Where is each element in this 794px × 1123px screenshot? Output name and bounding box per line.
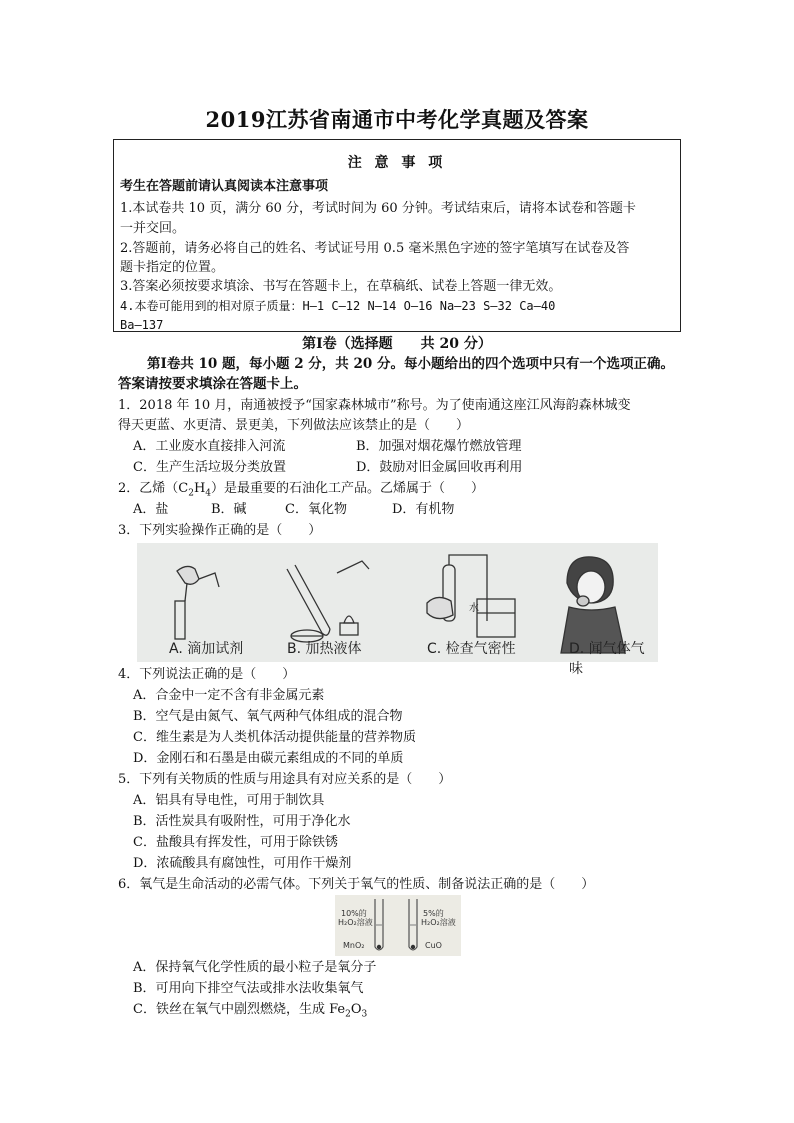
q5-option-c: C．盐酸具有挥发性，可用于除铁锈 bbox=[133, 835, 338, 850]
q1-stem-1: 1．2018 年 10 月，南通被授予“国家森林城市”称号。为了使南通这座江风海韵森林城变 bbox=[118, 398, 631, 413]
q6-option-c bbox=[133, 1001, 367, 1024]
q2-option-c: C．氧化物 bbox=[285, 502, 347, 517]
q6-option-c-mid: O bbox=[350, 1002, 362, 1017]
q2-stem-post: ）是最重要的石油化工产品。乙烯属于（ ） bbox=[211, 481, 485, 496]
q1-option-c: C．生产生活垃圾分类放置 bbox=[133, 460, 286, 475]
q6-option-a: A．保持氧气化学性质的最小粒子是氧分子 bbox=[133, 960, 377, 975]
notice-lead: 考生在答题前请认真阅读本注意事项 bbox=[120, 179, 329, 194]
q5-option-d: D．浓硫酸具有腐蚀性，可用作干燥剂 bbox=[133, 856, 352, 871]
q2-option-d: D．有机物 bbox=[392, 502, 455, 517]
q6-left-label-3: MnO₂ bbox=[343, 941, 365, 950]
q2-sub-2: 4 bbox=[205, 488, 212, 499]
notice-item-1-cont: 一并交回。 bbox=[120, 221, 186, 236]
q3-label-c: C. 检查气密性 bbox=[427, 641, 516, 657]
q3-label-d: D. 闻气体气味 bbox=[569, 641, 645, 677]
notice-item-2-cont: 题卡指定的位置。 bbox=[120, 260, 225, 275]
q6-left-label-2: H₂O₂溶液 bbox=[338, 918, 373, 927]
q6-right-label-1: 5%的 bbox=[423, 909, 444, 918]
document-title: 2019江苏省南通市中考化学真题及答案 bbox=[205, 107, 589, 132]
q5-option-a: A．铝具有导电性，可用于制饮具 bbox=[133, 793, 325, 808]
q2-stem-pre: 2．乙烯（C bbox=[118, 481, 189, 496]
q1-option-b: B．加强对烟花爆竹燃放管理 bbox=[356, 439, 522, 454]
q6-stem: 6．氧气是生命活动的必需气体。下列关于氧气的性质、制备说法正确的是（ ） bbox=[118, 877, 595, 892]
notice-item-1: 1.本试卷共 10 页，满分 60 分，考试时间为 60 分钟。考试结束后，请将本试卷和答题卡 bbox=[120, 201, 636, 216]
q2-option-a: A．盐 bbox=[133, 502, 169, 517]
airtightness-illustration bbox=[427, 555, 515, 637]
q6-left-label-1: 10%的 bbox=[341, 909, 367, 918]
q6-option-c-text: C．铁丝在氧气中剧烈燃烧，生成 Fe bbox=[133, 1002, 346, 1017]
q6-option-c-sub-2: 3 bbox=[361, 1009, 368, 1020]
heating-illustration bbox=[287, 561, 369, 642]
notice-item-4-cont: Ba—137 bbox=[120, 318, 164, 332]
q6-figure bbox=[335, 895, 461, 956]
notice-item-4: 4.本卷可能用到的相对原子质量：H—1 C—12 N—14 O—16 Na—23 S—32 Ca—40 bbox=[120, 299, 556, 313]
notice-box bbox=[113, 139, 681, 332]
q3-water-label: 水 bbox=[469, 603, 479, 614]
q2-stem-mid: H bbox=[193, 481, 206, 496]
q4-option-a: A．合金中一定不含有非金属元素 bbox=[133, 688, 325, 703]
q6-option-c-sub-1: 2 bbox=[345, 1009, 351, 1020]
q4-option-c: C．维生素是为人类机体活动提供能量的营养物质 bbox=[133, 730, 416, 745]
q4-stem: 4．下列说法正确的是（ ） bbox=[118, 667, 296, 682]
notice-heading: 注 意 事 项 bbox=[347, 155, 447, 171]
q3-label-a: A. 滴加试剂 bbox=[169, 641, 244, 657]
dropper-illustration bbox=[175, 566, 219, 639]
q2-stem bbox=[118, 480, 484, 503]
q1-stem-2: 得天更蓝、水更清、景更美，下列做法应该禁止的是（ ） bbox=[118, 418, 470, 433]
q6-option-b: B．可用向下排空气法或排水法收集氧气 bbox=[133, 981, 364, 996]
q3-label-b: B. 加热液体 bbox=[287, 641, 362, 657]
section-heading: 第Ⅰ卷（选择题 共 20 分） bbox=[302, 336, 492, 352]
notice-item-2: 2.答题前，请务必将自己的姓名、考试证号用 0.5 毫米黑色字迹的签字笔填写在试卷及答 bbox=[120, 241, 630, 256]
q2-sub-1: 2 bbox=[188, 488, 194, 499]
q1-option-d: D．鼓励对旧金属回收再利用 bbox=[356, 460, 523, 475]
section-intro-2: 答案请按要求填涂在答题卡上。 bbox=[118, 376, 307, 392]
q6-right-label-2: H₂O₂溶液 bbox=[421, 918, 456, 927]
notice-item-3: 3.答案必须按要求填涂、书写在答题卡上，在草稿纸、试卷上答题一律无效。 bbox=[120, 279, 562, 294]
q3-stem: 3．下列实验操作正确的是（ ） bbox=[118, 523, 322, 538]
q2-option-b: B．碱 bbox=[211, 502, 247, 517]
q1-option-a: A．工业废水直接排入河流 bbox=[133, 439, 286, 454]
q6-right-label-3: CuO bbox=[425, 941, 442, 950]
q4-option-b: B．空气是由氮气、氧气两种气体组成的混合物 bbox=[133, 709, 403, 724]
section-intro-1: 第Ⅰ卷共 10 题，每小题 2 分，共 20 分。每小题给出的四个选项中只有一个选项正确。 bbox=[147, 356, 674, 372]
q4-option-d: D．金刚石和石墨是由碳元素组成的不同的单质 bbox=[133, 751, 404, 766]
q5-option-b: B．活性炭具有吸附性，可用于净化水 bbox=[133, 814, 351, 829]
q5-stem: 5．下列有关物质的性质与用途具有对应关系的是（ ） bbox=[118, 772, 452, 787]
